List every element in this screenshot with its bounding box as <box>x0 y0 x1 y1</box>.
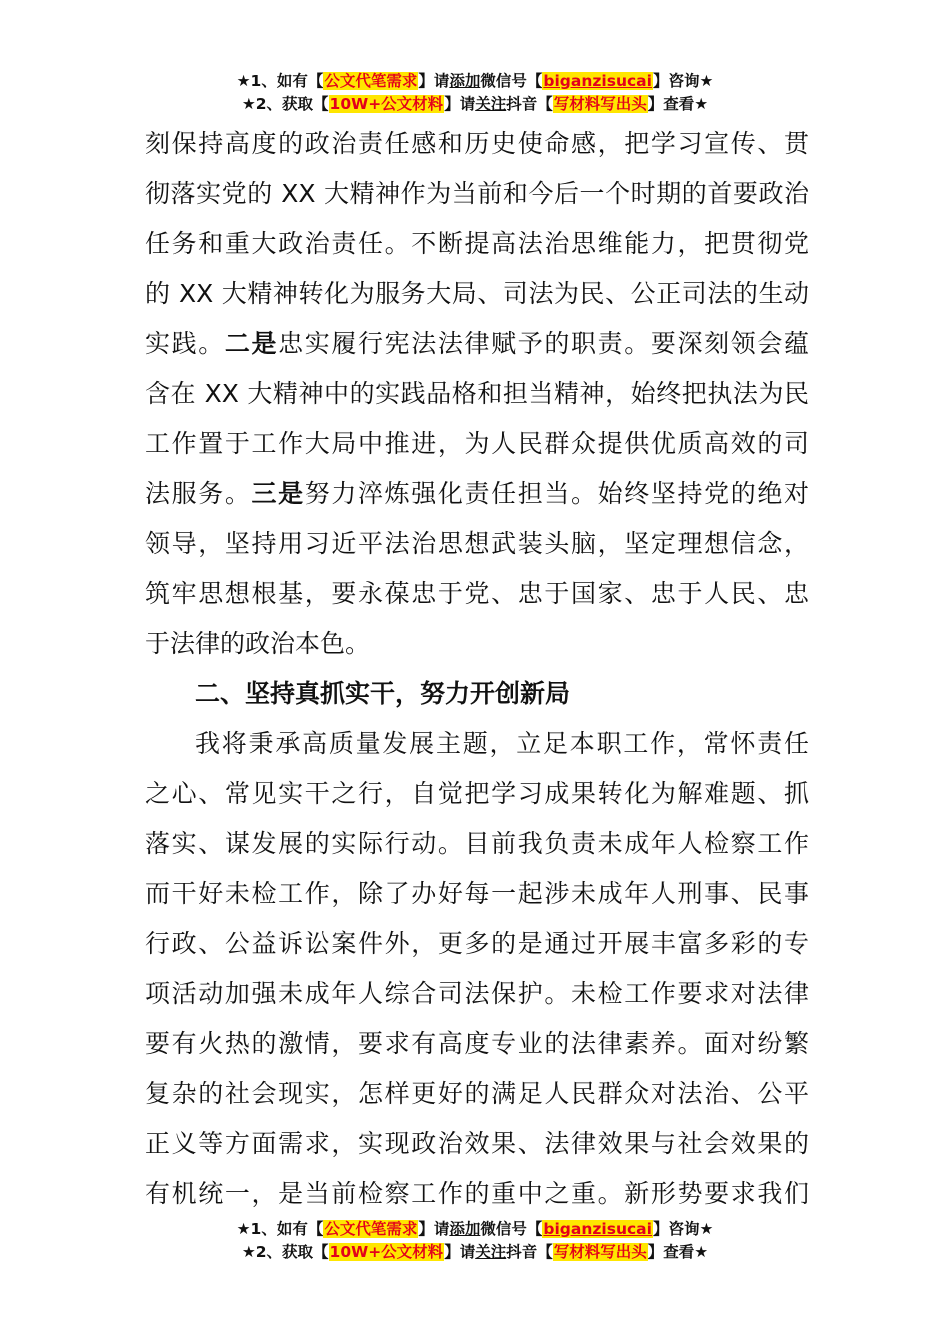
text-line: 要有火热的激情，要求有高度专业的法律素养。面对纷繁 <box>145 1029 809 1058</box>
text-line <box>145 469 809 519</box>
text-run: 实践。 <box>145 329 225 358</box>
banner-text: 】请 <box>418 72 450 90</box>
banner-text: ★1、如有【 <box>236 1220 324 1238</box>
banner-text: 微信号【 <box>480 72 543 90</box>
paragraph-1 <box>145 119 809 669</box>
text-line: 含在 XX 大精神中的实践品格和担当精神，始终把执法为民 <box>145 379 809 408</box>
text-line: 于法律的政治本色。 <box>145 629 371 658</box>
banner-text: ★2、获取【 <box>241 1243 329 1261</box>
section-heading: 二、坚持真抓实干，努力开创新局 <box>195 679 571 708</box>
wechat-id-highlight: biganzisucai <box>543 72 652 90</box>
banner-underline: 关注 <box>475 95 507 113</box>
text-line: 正义等方面需求，实现政治效果、法律效果与社会效果的 <box>145 1129 809 1158</box>
banner-text: 抖音【 <box>506 95 553 113</box>
text-line: 复杂的社会现实，怎样更好的满足人民群众对法治、公平 <box>145 1079 809 1108</box>
text-line: 彻落实党的 XX 大精神作为当前和今后一个时期的首要政治 <box>145 179 809 208</box>
banner-line-1 <box>0 70 950 93</box>
banner-highlight: 10W+公文材料 <box>329 95 444 113</box>
text-line: 之心、常见实干之行，自觉把学习成果转化为解难题、抓 <box>145 779 809 808</box>
banner-text: 】请 <box>444 1243 476 1261</box>
text-line: 而干好未检工作，除了办好每一起涉未成年人刑事、民事 <box>145 879 809 908</box>
banner-highlight: 10W+公文材料 <box>329 1243 444 1261</box>
banner-text: 】咨询★ <box>652 1220 714 1238</box>
banner-text: 】咨询★ <box>652 72 714 90</box>
wechat-id-highlight: biganzisucai <box>543 1220 652 1238</box>
text-line: 任务和重大政治责任。不断提高法治思维能力，把贯彻党 <box>145 229 809 258</box>
text-line: 刻保持高度的政治责任感和历史使命感，把学习宣传、贯 <box>145 129 809 158</box>
banner-text: ★1、如有【 <box>236 72 324 90</box>
text-line: 领导，坚持用习近平法治思想武装头脑，坚定理想信念， <box>145 529 809 558</box>
text-line: 的 XX 大精神转化为服务大局、司法为民、公正司法的生动 <box>145 279 809 308</box>
banner-underline: 关注 <box>475 1243 507 1261</box>
banner-highlight: 公文代笔需求 <box>324 1220 418 1238</box>
text-line: 项活动加强未成年人综合司法保护。未检工作要求对法律 <box>145 979 809 1008</box>
text-line: 行政、公益诉讼案件外，更多的是通过开展丰富多彩的专 <box>145 929 809 958</box>
banner-text: ★2、获取【 <box>241 95 329 113</box>
banner-line-2 <box>0 93 950 116</box>
bold-marker: 二是 <box>224 329 279 358</box>
bold-marker: 三是 <box>251 479 305 508</box>
text-line: 工作置于工作大局中推进，为人民群众提供优质高效的司 <box>145 429 809 458</box>
text-line: 我将秉承高质量发展主题，立足本职工作，常怀责任 <box>195 729 809 758</box>
banner-text: 】查看★ <box>647 1243 709 1261</box>
text-line <box>145 319 809 369</box>
text-line: 筑牢思想根基，要永葆忠于党、忠于国家、忠于人民、忠 <box>145 579 809 608</box>
text-line: 落实、谋发展的实际行动。目前我负责未成年人检察工作 <box>145 829 809 858</box>
banner-line-1 <box>0 1218 950 1241</box>
banner-line-2 <box>0 1241 950 1264</box>
banner-text: 】查看★ <box>647 95 709 113</box>
paragraph-2 <box>145 719 809 1219</box>
text-run: 法服务。 <box>145 479 252 508</box>
banner-text: 】请 <box>444 95 476 113</box>
douyin-highlight: 写材料写出头 <box>553 95 647 113</box>
banner-underline: 添加 <box>449 72 481 90</box>
text-line: 有机统一，是当前检察工作的重中之重。新形势要求我们 <box>145 1179 809 1208</box>
banner-text: 微信号【 <box>480 1220 543 1238</box>
text-run: 忠实履行宪法法律赋予的职责。要深刻领会蕴 <box>278 329 809 358</box>
douyin-highlight: 写材料写出头 <box>553 1243 647 1261</box>
banner-underline: 添加 <box>449 1220 481 1238</box>
text-run: 努力淬炼强化责任担当。始终坚持党的绝对 <box>304 479 809 508</box>
banner-text: 抖音【 <box>506 1243 553 1261</box>
banner-text: 】请 <box>418 1220 450 1238</box>
banner-highlight: 公文代笔需求 <box>324 72 418 90</box>
top-banner <box>0 70 950 116</box>
document-body <box>145 119 809 1219</box>
bottom-banner <box>0 1218 950 1264</box>
